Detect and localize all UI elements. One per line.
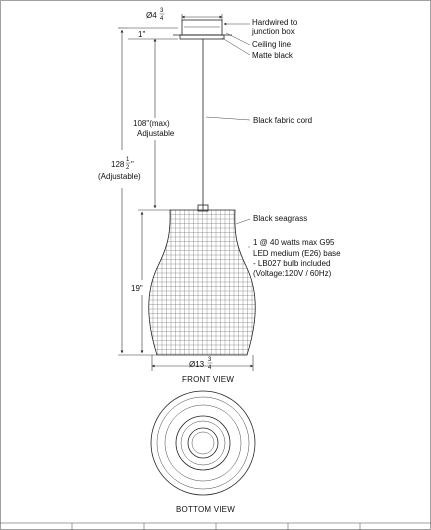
front-view <box>144 20 262 357</box>
callout-hardwired-2: junction box <box>252 27 295 36</box>
callout-finish: Matte black <box>252 51 293 60</box>
seagrass-shade <box>144 208 262 357</box>
page-border <box>1 1 431 530</box>
overall-height-note: (Adjustable) <box>98 172 141 181</box>
canopy-width-den: 4 <box>160 16 164 22</box>
shade-width-prefix: Ø13 <box>189 360 205 369</box>
front-view-label: FRONT VIEW <box>182 375 235 384</box>
overall-height-den: 2 <box>126 165 130 171</box>
shade-height-label: 19" <box>131 284 143 293</box>
bottom-view-label: BOTTOM VIEW <box>176 505 235 514</box>
dim-shade-width <box>152 355 253 371</box>
dim-canopy-height <box>128 28 178 39</box>
dim-overall-height <box>98 28 157 355</box>
callout-shade: Black seagrass <box>253 214 308 223</box>
cord-length-note: Adjustable <box>137 129 175 138</box>
cord-length-value: 108"(max) <box>133 119 170 128</box>
page-bottom-ticks <box>72 523 360 530</box>
callout-bulb-1: 1 @ 40 watts max G95 <box>253 238 335 247</box>
callout-ceiling: Ceiling line <box>252 40 292 49</box>
shade-width-den: 4 <box>208 365 212 371</box>
canopy-width-prefix: Ø4 <box>146 11 157 20</box>
callout-cord: Black fabric cord <box>253 116 313 125</box>
callout-bulb-4: (Voltage:120V / 60Hz) <box>253 269 332 278</box>
callout-hardwired-1: Hardwired to <box>252 18 298 27</box>
canopy-width-num: 3 <box>160 8 164 14</box>
shade-width-num: 3 <box>208 357 212 363</box>
bottom-view <box>151 391 255 495</box>
callouts <box>206 18 341 278</box>
overall-height-num: 1 <box>126 157 130 163</box>
canopy-base <box>180 35 224 39</box>
dim-cord-length <box>133 39 175 210</box>
canopy-height-label: 1" <box>138 30 146 39</box>
canopy <box>182 20 222 35</box>
callout-bulb-3: - LB027 bulb included <box>253 259 331 268</box>
callout-bulb-2: LED medium (E26) base <box>253 249 341 258</box>
overall-height-suffix: " <box>131 160 134 169</box>
overall-height-prefix: 128 <box>111 160 125 169</box>
dim-shade-height <box>131 212 143 353</box>
